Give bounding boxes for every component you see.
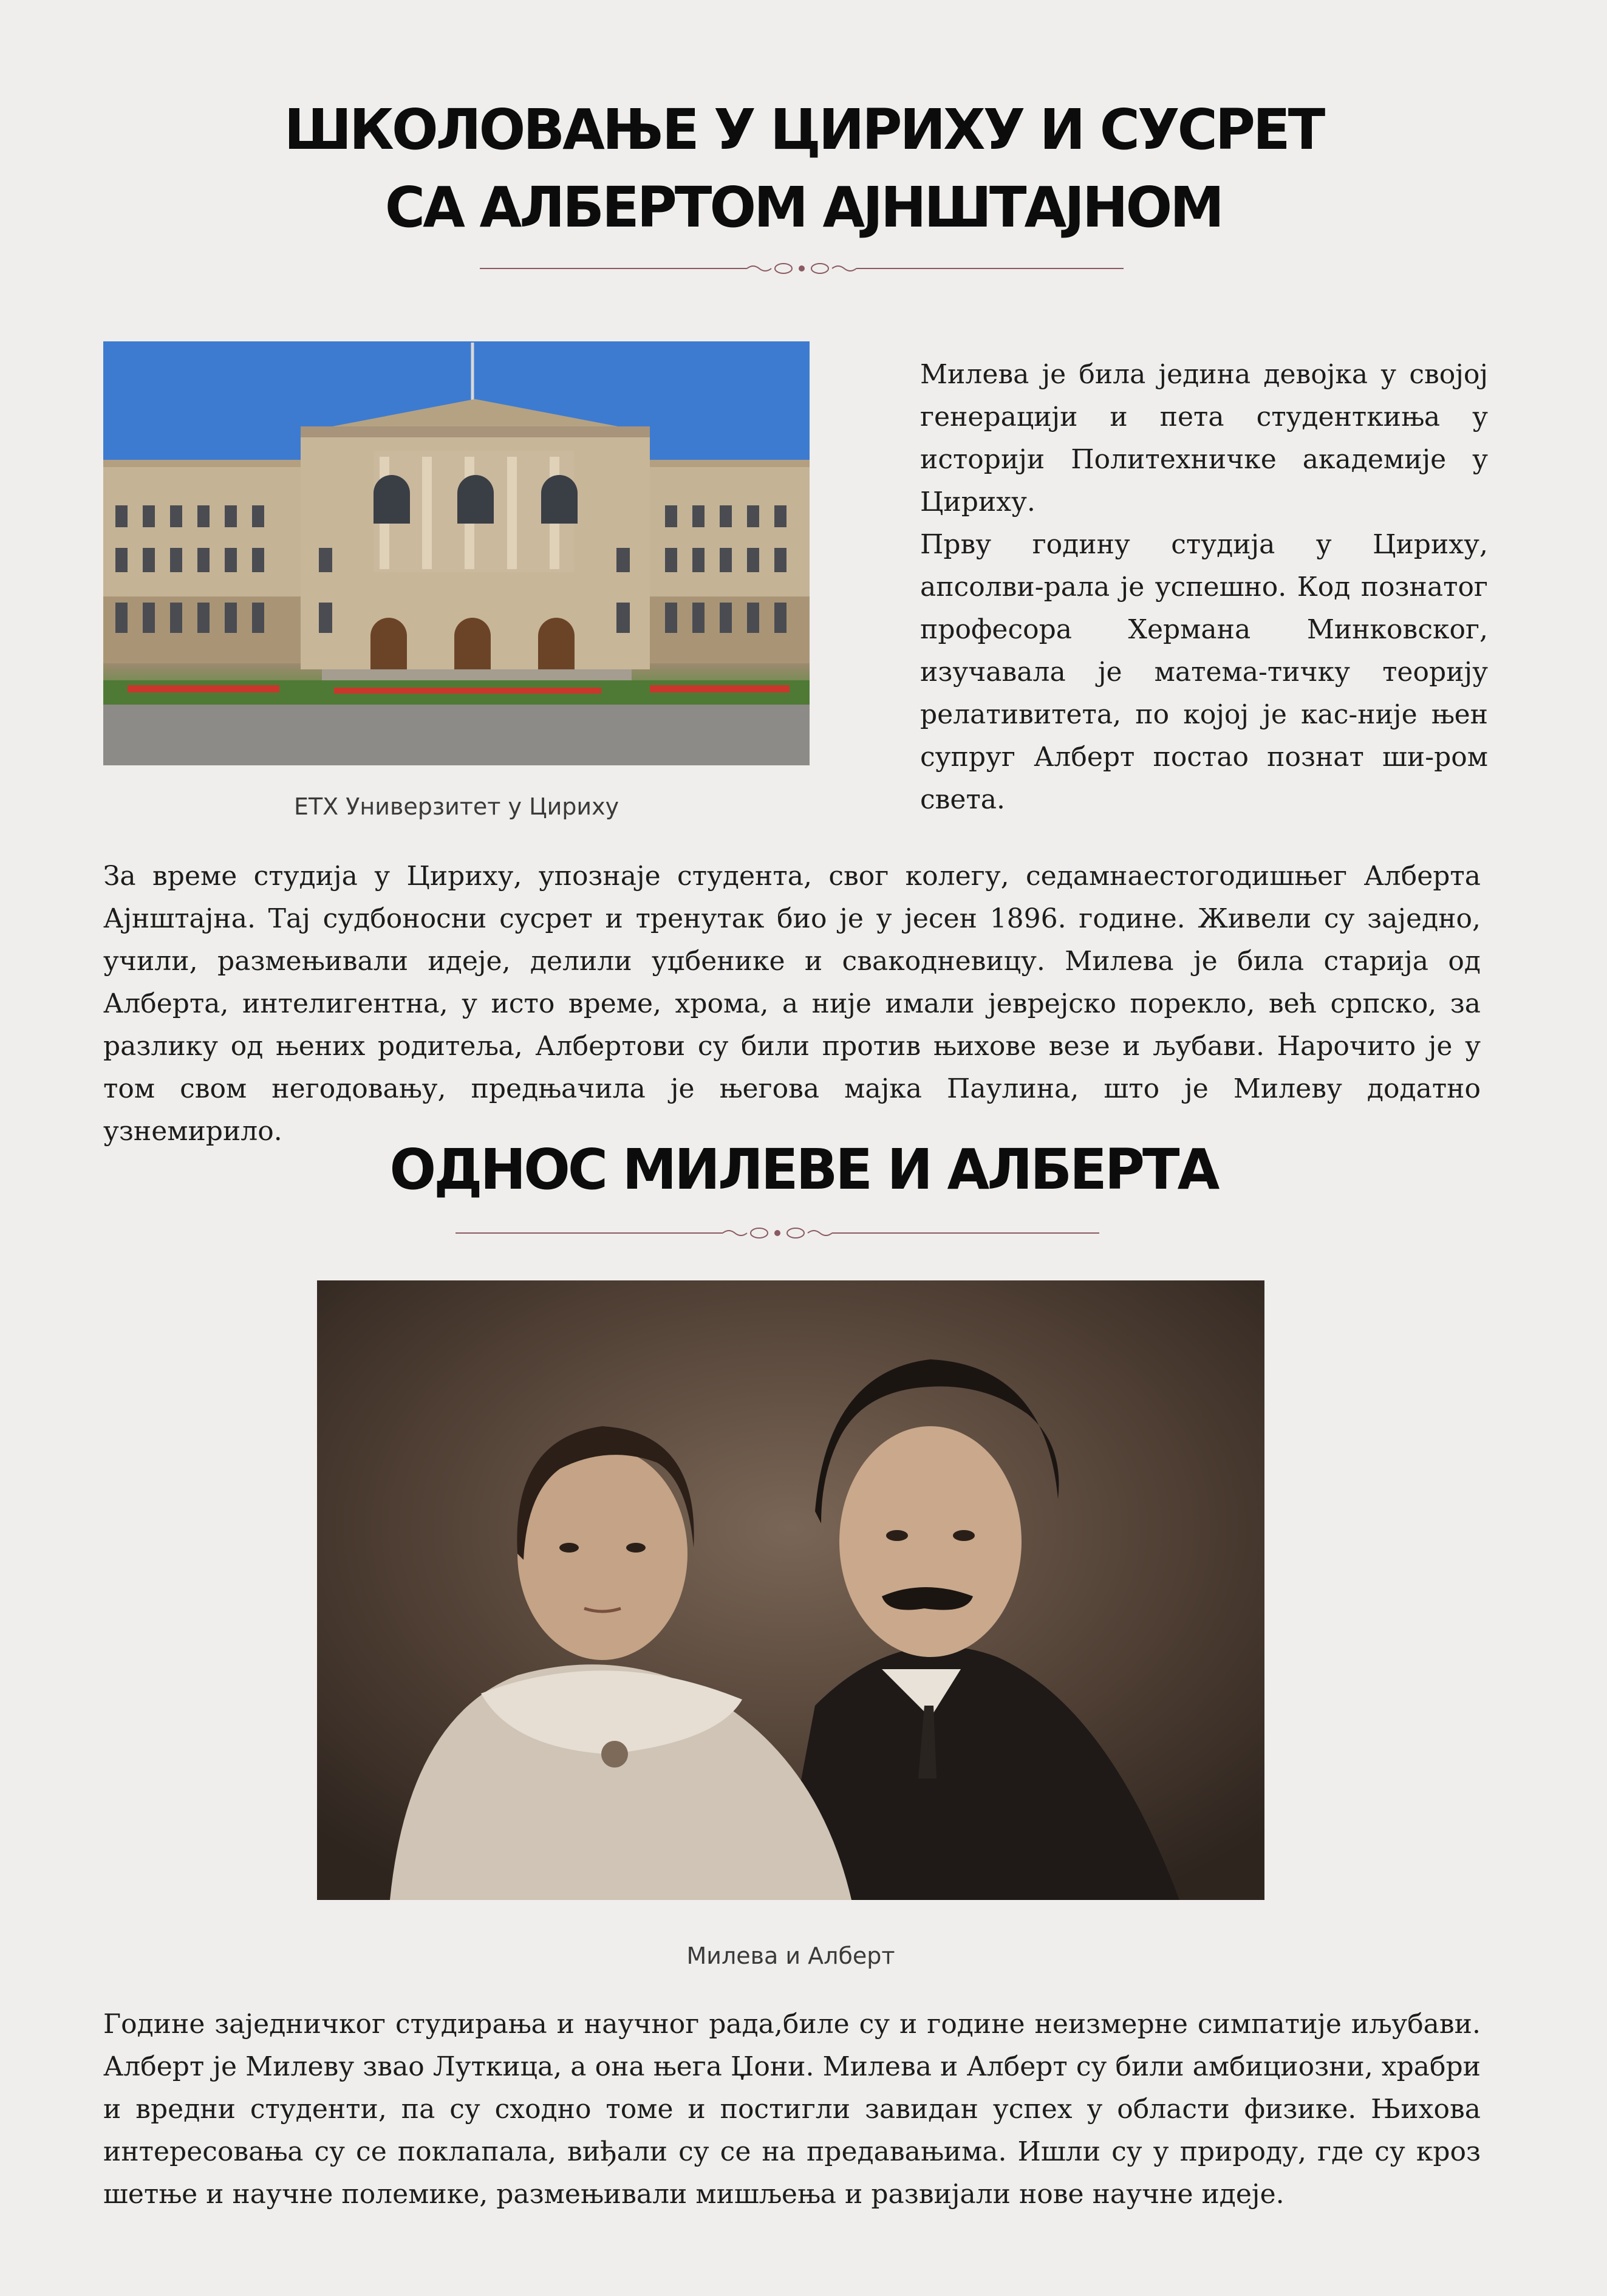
eth-building-illustration-icon [103,341,810,765]
mileva-albert-portrait-photo [317,1280,1264,1900]
title-line-1: ШКОЛОВАЊЕ У ЦИРИХУ И СУСРЕТ [284,97,1323,162]
section-title: ОДНОС МИЛЕВЕ И АЛБЕРТА [389,1137,1218,1202]
portrait-photo-caption: Милева и Алберт [686,1942,895,1969]
body-paragraph-2: Године заједничког студирања и научног рада,биле су и године неизмерне симпатије иљубави. Алберт је Милеву звао Луткица, а она њега Џони. Милева и Алберт су били амбициозни, храбри и вредни студенти, па су сходно томе и постигли завидан успех у области физике. Њихова интересовања су се поклапала, виђали су се на предавањима. Ишли су у природу, где су кроз шетње и научне полемике, размењивали мишљења и развијали нове научне идеје. [103,2009,1481,2210]
side-paragraph-2: Прву годину студија у Цириху, апсолви-рала је успешно. Код познатог професора Хермана Минковског, изучавала је матема-тичку теорију релативитета, по којој је кас-није њен супруг Алберт постао познат ши-ром света. [920,529,1488,815]
eth-university-photo [103,341,810,765]
page-title [16,91,1591,247]
eth-photo-caption: ЕТХ Универзитет у Цириху [293,793,619,820]
ornament-divider-icon [480,256,1124,281]
title-line-2: СА АЛБЕРТОМ АЈНШТАЈНОМ [384,175,1223,240]
portrait-illustration-icon [317,1280,1264,1900]
body-paragraph-1: За време студија у Цириху, упознаје студента, свог колегу, седамнаестогодишњег Алберта Ајнштајна. Тај судбоносни сусрет и тренутак био је у јесен 1896. године. Живели су заједно, учили, размењивали идеје, делили уџбенике и свакодневицу. Милева је била старија од Алберта, интелигентна, у исто време, хрома, а није имали јеврејско порекло, већ српско, за разлику од њених родитеља, Албертови су били против њихове везе и љубави. Нарочито је у том свом негодовању, предњачила је његова мајка Паулина, што је Милеву додатно узнемирило. [103,861,1481,1147]
side-text-block [920,354,1488,821]
side-paragraph-1: Милева је била једина девојка у својој генерацији и пета студенткиња у историји Политехничке академије у Цириху. [920,359,1488,518]
ornament-divider-icon [455,1221,1099,1245]
